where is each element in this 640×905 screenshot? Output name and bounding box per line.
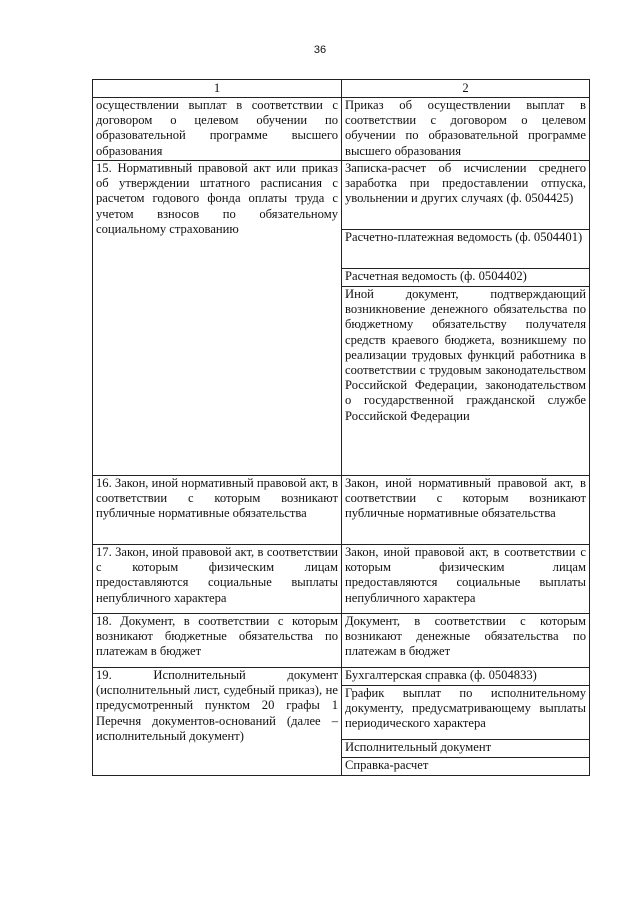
right-cell: Расчетная ведомость (ф. 0504402) <box>342 269 590 287</box>
left-cell: 16. Закон, иной нормативный правовой акт, в соответствии с которым возникают публичные нормативные обязательства <box>93 476 342 545</box>
left-cell: 19. Исполнительный документ (исполнительный лист, судебный приказ), не предусмотренный пунктом 20 графы 1 Перечня документов-оснований (далее – исполнительный документ) <box>93 668 342 776</box>
left-cell: 17. Закон, иной правовой акт, в соответствии с которым физическим лицам предоставляются социальные выплаты непубличного характера <box>93 545 342 614</box>
table-row <box>93 476 590 545</box>
right-cell: Записка-расчет об исчислении среднего заработка при предоставлении отпуска, увольнении и других случаях (ф. 0504425) <box>342 161 590 230</box>
table-row <box>93 614 590 668</box>
right-cell: График выплат по исполнительному документу, предусматривающему выплаты периодического характера <box>342 686 590 740</box>
right-cell: Бухгалтерская справка (ф. 0504833) <box>342 668 590 686</box>
left-cell: осуществлении выплат в соответствии с договором о целевом обучении по образовательной программе высшего образования <box>93 98 342 161</box>
table-header-row <box>93 80 590 98</box>
table-row <box>93 161 590 230</box>
right-cell: Закон, иной нормативный правовой акт, в соответствии с которым возникают публичные нормативные обязательства <box>342 476 590 545</box>
right-cell: Приказ об осуществлении выплат в соответствии с договором о целевом обучении по образовательной программе высшего образования <box>342 98 590 161</box>
column-header-2: 2 <box>342 80 590 98</box>
right-cell: Справка-расчет <box>342 758 590 776</box>
right-cell: Исполнительный документ <box>342 740 590 758</box>
table-row <box>93 668 590 686</box>
left-cell: 15. Нормативный правовой акт или приказ об утверждении штатного расписания с расчетом годового фонда оплаты труда с учетом взносов по обязательному социальному страхованию <box>93 161 342 476</box>
documents-table <box>92 79 590 776</box>
table-row <box>93 98 590 161</box>
right-cell: Расчетно-платежная ведомость (ф. 0504401) <box>342 230 590 269</box>
column-header-1: 1 <box>93 80 342 98</box>
page-number: 36 <box>313 44 327 56</box>
right-cell: Иной документ, подтверждающий возникновение денежного обязательства по бюджетному обязательству получателя средств краевого бюджета, возникшему по реализации трудовых функций работника в соответствии с трудовым законодательством Российской Федерации, законодательством о государственной гражданской службе Российской Федерации <box>342 287 590 476</box>
right-cell: Документ, в соответствии с которым возникают денежные обязательства по платежам в бюджет <box>342 614 590 668</box>
right-cell: Закон, иной правовой акт, в соответствии с которым физическим лицам предоставляются социальные выплаты непубличного характера <box>342 545 590 614</box>
left-cell: 18. Документ, в соответствии с которым возникают бюджетные обязательства по платежам в бюджет <box>93 614 342 668</box>
table-row <box>93 545 590 614</box>
